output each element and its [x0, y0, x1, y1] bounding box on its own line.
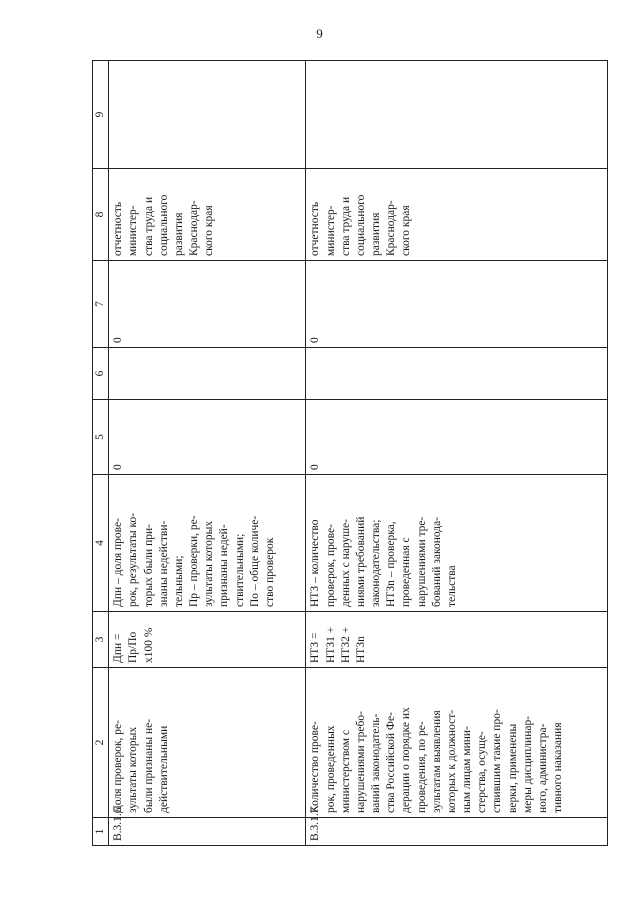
col-header-8: 8: [93, 169, 109, 261]
col-header-1: 1: [93, 818, 109, 846]
indicator-value-5: 0: [306, 400, 608, 475]
indicator-name: Количество прове- рок, проведенных министерством с нарушениями требо- ваний законодатель- ства Российской Фе- дерации о порядке их проведения, по ре- зультатам выявления которых к должност- ным лицам мини- стерства, осуще- ствившим такие про- верки, применены меры дисциплинар- ного, администра- тивного наказания: [306, 668, 608, 818]
indicator-formula: Дпн = Пр/По x100 %: [109, 612, 306, 668]
table-row: [306, 61, 608, 846]
rotated-table-container: [92, 61, 608, 846]
indicator-formula: НТЗ = НТЗ1 + НТЗ2 + НТЗn: [306, 612, 608, 668]
table-row: [109, 61, 306, 846]
indicator-table: [92, 60, 608, 846]
indicator-name: Доля проверок, ре- зультаты которых были признаны не- действительными: [109, 668, 306, 818]
indicator-code: В.3.1.6: [109, 818, 306, 846]
col-header-4: 4: [93, 475, 109, 612]
col-header-9: 9: [93, 61, 109, 169]
col-header-6: 6: [93, 348, 109, 400]
col-header-3: 3: [93, 612, 109, 668]
indicator-value-7: 0: [109, 261, 306, 348]
header-row: [93, 61, 109, 846]
indicator-value-6: [109, 348, 306, 400]
col-header-2: 2: [93, 668, 109, 818]
indicator-value-5: 0: [109, 400, 306, 475]
indicator-value-6: [306, 348, 608, 400]
indicator-description: НТЗ – количество проверок, прове- денных с наруше- ниями требований законодательства; НТЗn – проверка, проведенная с нарушениями тре- бований законода- тельства: [306, 475, 608, 612]
indicator-value-9: [306, 61, 608, 169]
col-header-7: 7: [93, 261, 109, 348]
indicator-source: отчетность министер- ства труда и социального развития Краснодар- ского края: [109, 169, 306, 261]
indicator-description: Дпн – доля прове- рок, результаты ко- торых были при- знаны недействи- тельными; Пр – проверки, ре- зультаты которых признаны недей- ствительными; По – обще количе- ство проверок: [109, 475, 306, 612]
page-number: 9: [316, 26, 323, 41]
indicator-value-7: 0: [306, 261, 608, 348]
col-header-5: 5: [93, 400, 109, 475]
indicator-code: В.3.1.7: [306, 818, 608, 846]
indicator-value-9: [109, 61, 306, 169]
indicator-source: отчетность министер- ства труда и социального развития Краснодар- ского края: [306, 169, 608, 261]
